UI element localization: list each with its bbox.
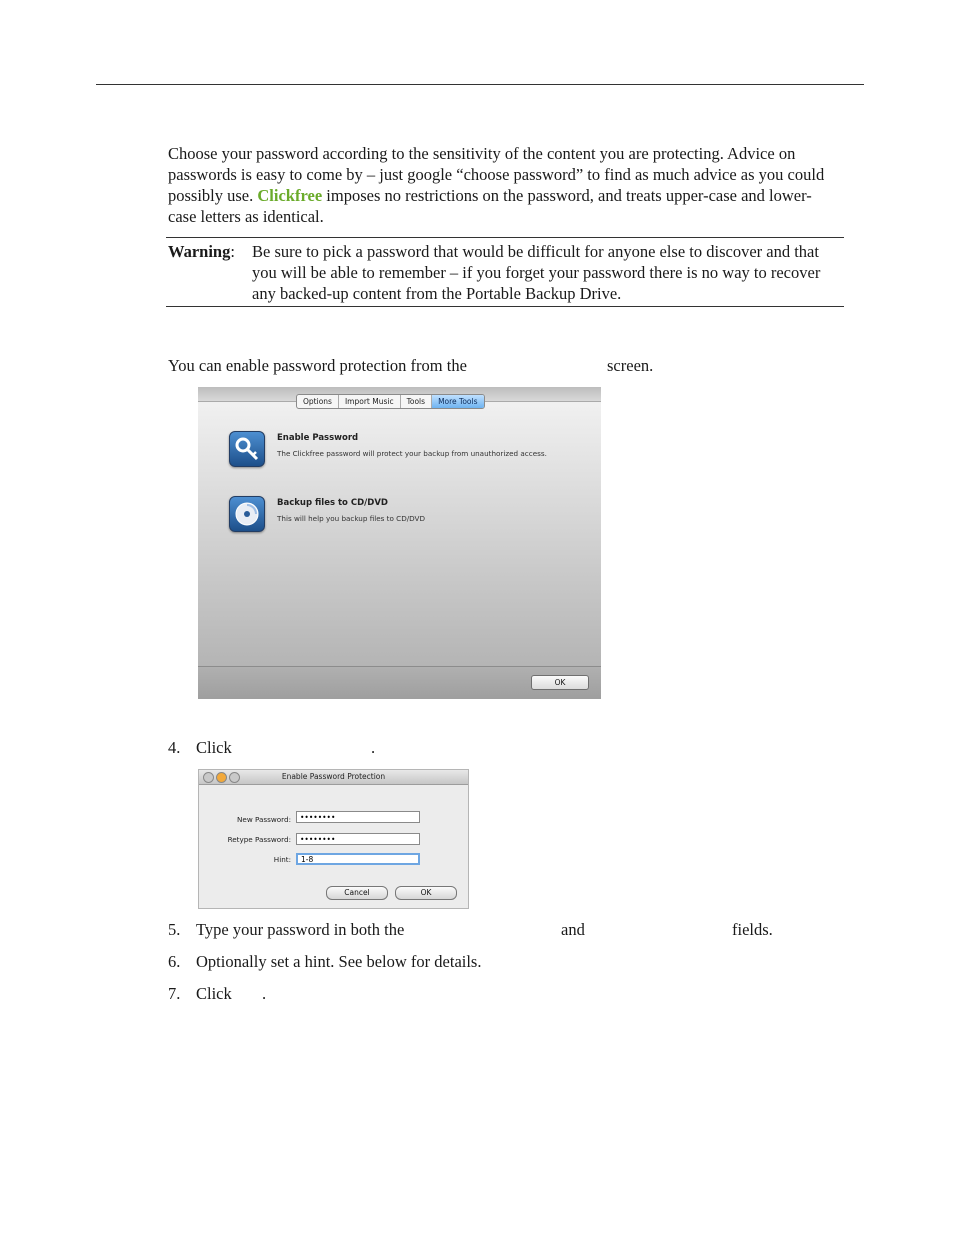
key-icon[interactable]: [229, 431, 265, 467]
step-text: Optionally set a hint. See below for details.: [196, 952, 482, 971]
backup-cd-description: This will help you backup files to CD/DVD: [277, 514, 426, 523]
cancel-button[interactable]: Cancel: [326, 886, 388, 900]
retype-password-field[interactable]: ••••••••: [296, 833, 420, 845]
new-password-label: New Password:: [237, 815, 291, 824]
step-text: Click: [196, 738, 232, 757]
more-tools-screenshot: [198, 387, 601, 699]
intro-text-before: Choose your password according to the sensitivity of the content you are protecting. Advice on passwords is easy to come by – just google “choose password” to find as much advice as you could possibly use.: [168, 144, 825, 205]
step-mid: and: [561, 920, 585, 939]
step-end: fields.: [732, 920, 773, 939]
brand-name: Clickfree: [257, 186, 323, 205]
disc-icon[interactable]: [229, 496, 265, 532]
tab-import-music[interactable]: Import Music: [339, 395, 401, 408]
enable-password-title[interactable]: Enable Password: [277, 433, 359, 443]
step-text: Click: [196, 984, 232, 1003]
enable-intro-text: You can enable password protection from the: [168, 356, 467, 375]
warning-text: Be sure to pick a password that would be difficult for anyone else to discover and that you will be able to remember – if you forget your password there is no way to recover any backed-up content from the Portable Backup Drive.: [252, 242, 821, 303]
dialog-ok-button[interactable]: OK: [395, 886, 457, 900]
intro-paragraph: [168, 143, 828, 227]
step-number: 7.: [168, 984, 181, 1003]
enable-intro-suffix: screen.: [607, 356, 654, 375]
tab-bar: [296, 394, 485, 409]
intro-text-after: imposes no restrictions on the password, and treats upper-case and lower-case letters as identical.: [168, 186, 812, 226]
warning-box: [166, 237, 844, 307]
ok-button[interactable]: OK: [531, 675, 589, 690]
step-number: 6.: [168, 952, 181, 971]
dialog-title: Enable Password Protection: [281, 772, 386, 781]
step-number: 5.: [168, 920, 181, 939]
tab-tools[interactable]: Tools: [401, 395, 432, 408]
retype-password-label: Retype Password:: [227, 835, 291, 844]
step-text: Type your password in both the: [196, 920, 405, 939]
header-rule: [96, 84, 864, 85]
tab-more-tools[interactable]: More Tools: [432, 395, 483, 408]
hint-label: Hint:: [273, 855, 291, 864]
new-password-field[interactable]: ••••••••: [296, 811, 420, 823]
password-dialog: [198, 769, 469, 909]
backup-cd-title[interactable]: Backup files to CD/DVD: [277, 498, 388, 508]
hint-field[interactable]: 1-8: [296, 853, 420, 865]
tab-options[interactable]: Options: [297, 395, 339, 408]
step-suffix: .: [371, 738, 376, 757]
warning-label: Warning:: [168, 242, 235, 261]
step-number: 4.: [168, 738, 181, 757]
step-suffix: .: [262, 984, 267, 1003]
enable-password-description: The Clickfree password will protect your backup from unauthorized access.: [277, 449, 547, 458]
